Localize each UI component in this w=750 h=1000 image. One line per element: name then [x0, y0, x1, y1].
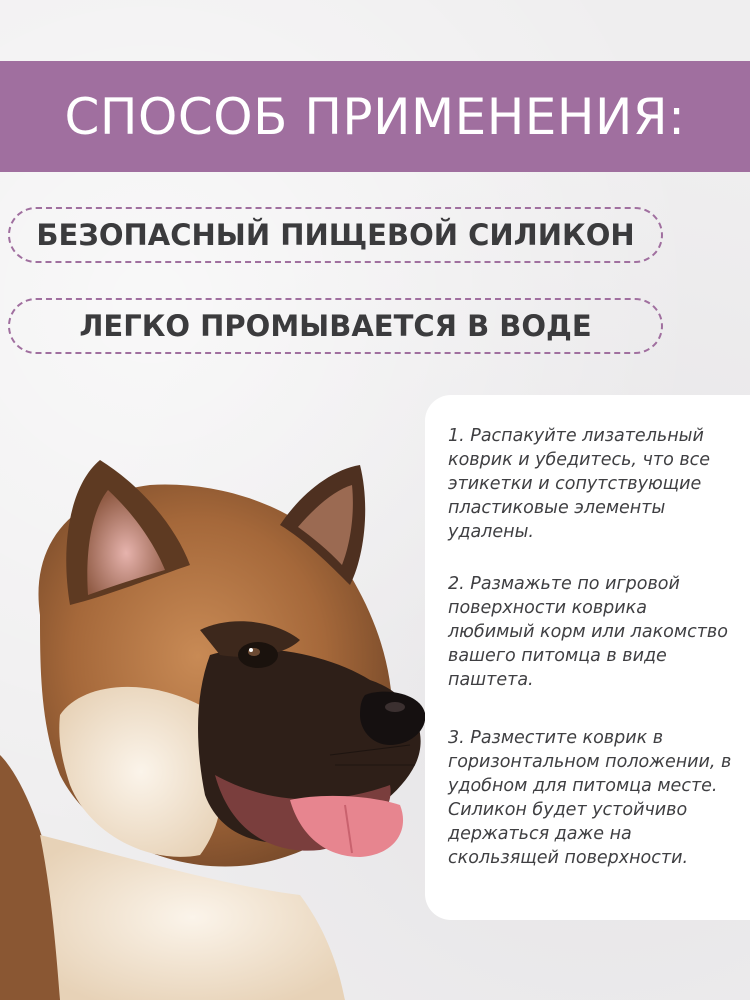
- feature-pill-silicone: [8, 207, 663, 263]
- page-title: СПОСОБ ПРИМЕНЕНИЯ:: [64, 87, 686, 146]
- feature-label: БЕЗОПАСНЫЙ ПИЩЕВОЙ СИЛИКОН: [36, 218, 635, 252]
- dog-photo: [0, 455, 440, 1000]
- feature-label: ЛЕГКО ПРОМЫВАЕТСЯ В ВОДЕ: [79, 309, 592, 343]
- instruction-step-2: 2. Размажьте по игровой поверхности коврика любимый корм или лакомство вашего питомца в виде паштета.: [448, 574, 728, 690]
- instruction-step-1: 1. Распакуйте лизательный коврик и убедитесь, что все этикетки и сопутствующие пластиковые элементы удалены.: [448, 426, 711, 542]
- feature-pill-washable: [8, 298, 663, 354]
- instruction-step-3: 3. Разместите коврик в горизонтальном положении, в удобном для питомца месте. Силикон будет устойчиво держаться даже на скользящей поверхности.: [448, 728, 732, 868]
- title-banner: [0, 61, 750, 172]
